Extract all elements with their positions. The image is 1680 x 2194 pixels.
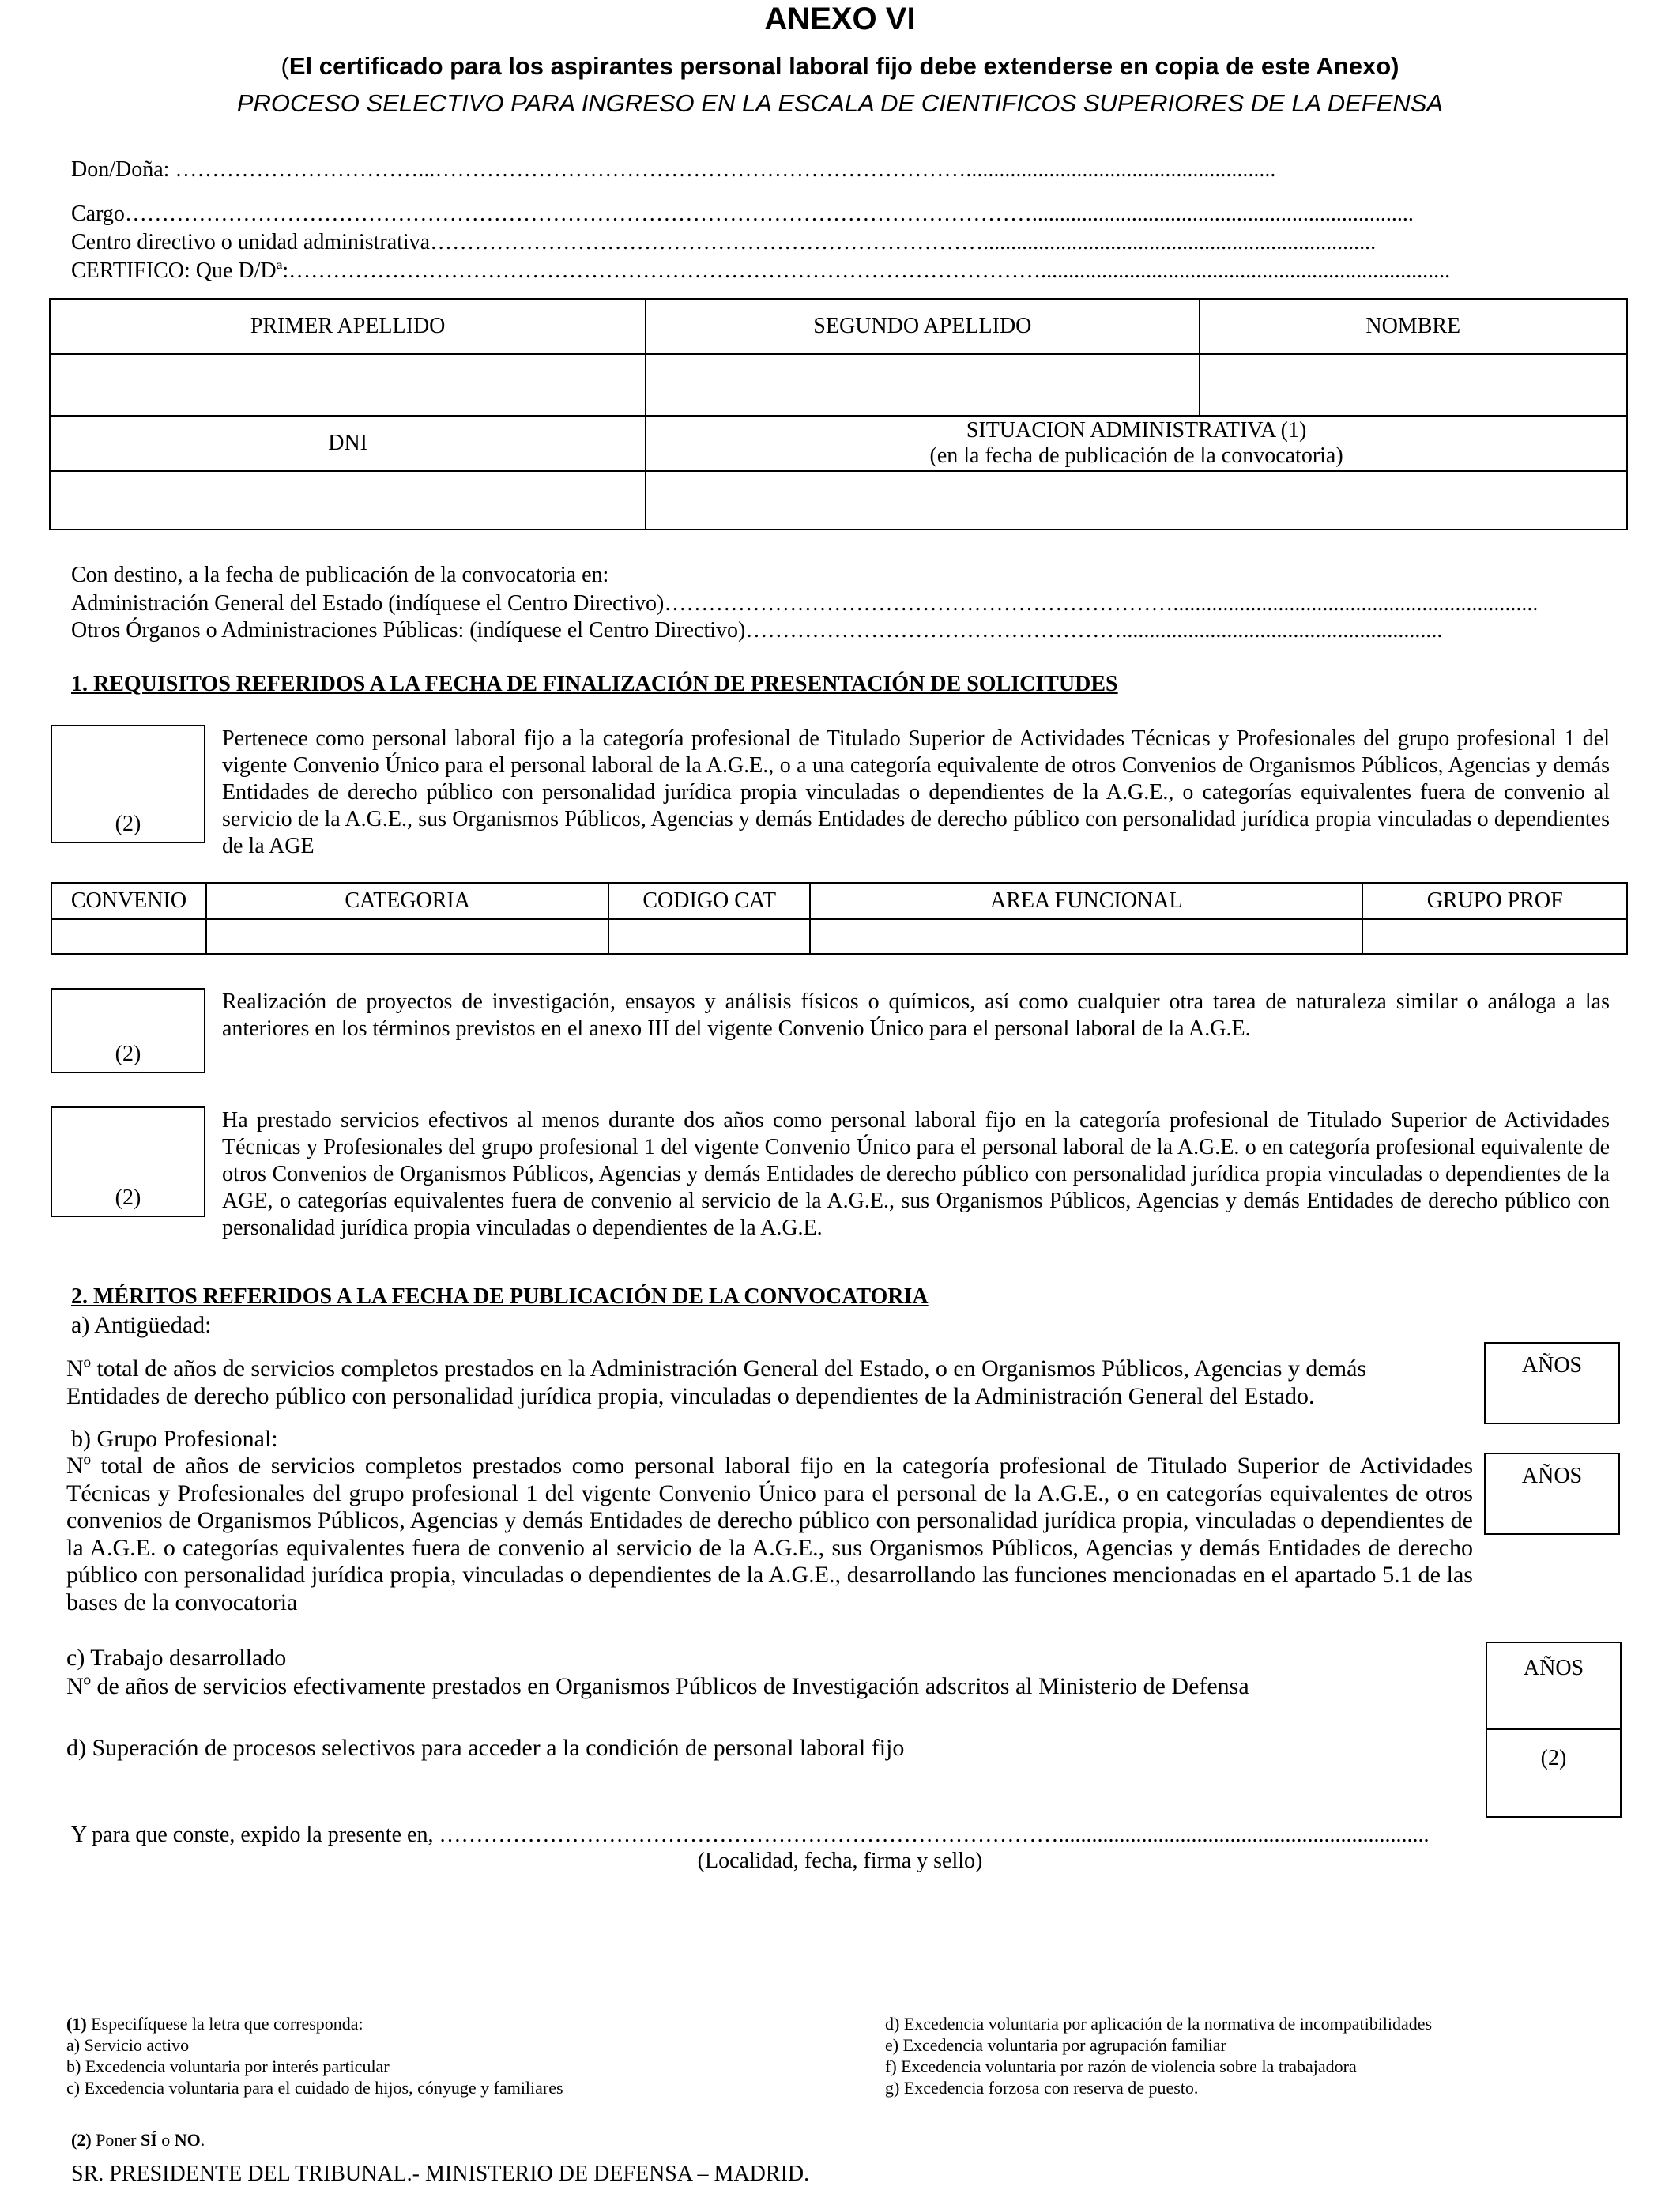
antiguedad-text: Nº total de años de servicios completos prestados en la Administración General del Estado, o en Organismos Públicos, Agencias y demás Entidades de derecho público con personalidad jurídica propia, vinculadas o dependientes de la Administración General del Estado. [66,1355,1367,1409]
footnote-1-text: Especifíquese la letra que corresponda: [86,2014,363,2034]
footnote-2-no: NO [174,2130,201,2150]
process-title: PROCESO SELECTIVO PARA INGRESO EN LA ESCALA DE CIENTIFICOS SUPERIORES DE LA DEFENSA [236,89,1444,117]
footnote-2-si: SÍ [140,2130,157,2150]
col-grupo-prof: GRUPO PROF [1362,883,1627,919]
req2-checkbox[interactable] [51,988,205,1073]
antiguedad-anos-label: AÑOS [1521,1353,1583,1378]
cargo-field[interactable]: Cargo……………………………………………………………………………………………………………..................................................................... [71,202,1414,226]
convenio-table [51,882,1628,955]
req3-checkbox[interactable] [51,1106,205,1217]
trabajo-text: Nº de años de servicios efectivamente prestados en Organismos Públicos de Investigación adscritos al Ministerio de Defensa [66,1673,1249,1699]
footnote-option-d: d) Excedencia voluntaria por aplicación de la normativa de incompatibilidades [885,2014,1433,2034]
destino-line1: Con destino, a la fecha de publicación de la convocatoria en: [71,563,609,587]
segundo-apellido-cell[interactable] [646,354,1199,416]
header-primer-apellido: PRIMER APELLIDO [50,299,646,354]
footnote-option-g: g) Excedencia forzosa con reserva de puesto. [885,2078,1199,2098]
col-categoria: CATEGORIA [206,883,608,919]
situacion-cell[interactable] [646,471,1627,530]
procesos-text: d) Superación de procesos selectivos para acceder a la condición de personal laboral fijo [66,1735,905,1761]
footnote-2-text: Poner [91,2130,141,2150]
req1-checkbox-label: (2) [115,812,141,836]
section1-heading: 1. REQUISITOS REFERIDOS A LA FECHA DE FINALIZACIÓN DE PRESENTACIÓN DE SOLICITUDES [71,672,1118,696]
footnote-2-o: o [156,2130,175,2150]
grupo-profesional-title: b) Grupo Profesional: [71,1426,278,1452]
footnote-option-f: f) Excedencia voluntaria por razón de violencia sobre la trabajadora [885,2056,1357,2076]
addressee: SR. PRESIDENTE DEL TRIBUNAL.- MINISTERIO DE DEFENSA – MADRID. [71,2162,810,2186]
header-dni: DNI [50,416,646,471]
destino-age-field[interactable]: Administración General del Estado (indíquese el Centro Directivo)…………………………………………………………….................................................................. [71,591,1539,616]
page-title: ANEXO VI [764,2,916,36]
nombre-cell[interactable] [1200,354,1628,416]
don-dona-field[interactable]: Don/Doña: ……………………………...………………………………………………………………........................................................ [71,157,1276,182]
localidad-caption: (Localidad, fecha, firma y sello) [697,1849,983,1873]
grupo-prof-cell[interactable] [1362,919,1627,954]
centro-directivo-field[interactable]: Centro directivo o unidad administrativa…………………………………………………………………....................................................................... [71,230,1377,254]
person-table [49,298,1628,530]
subtitle [0,52,1680,81]
req1-checkbox[interactable] [51,725,205,843]
col-convenio: CONVENIO [51,883,206,919]
antiguedad-anos-box[interactable] [1484,1342,1620,1424]
section2-heading: 2. MÉRITOS REFERIDOS A LA FECHA DE PUBLICACIÓN DE LA CONVOCATORIA [71,1284,929,1309]
req3-text: Ha prestado servicios efectivos al menos durante dos años como personal laboral fijo en la categoría profesional de Titulado Superior de Actividades Técnicas y Profesionales del grupo profesional 1 del vigente Convenio Único para el personal laboral de la A.G.E. o en categoría profesional equivalente de otros Convenios de Organismos Públicos, Agencias y demás Entidades de derecho público con personalidad jurídica propia vinculadas o dependientes de la AGE, o categorías equivalentes fuera de convenio al servicio de la A.G.E., sus Organismos Públicos, Agencias y demás Entidades de derecho público con personalidad jurídica propia vinculadas o dependientes de la A.G.E. [222,1108,1610,1240]
footnote-option-c: c) Excedencia voluntaria para el cuidado de hijos, cónyuge y familiares [66,2078,563,2098]
codigo-cat-cell[interactable] [608,919,810,954]
expedicion-field[interactable]: Y para que conste, expido la presente en, …………………………………………………………………………................................................................... [71,1823,1430,1847]
area-funcional-cell[interactable] [810,919,1362,954]
convenio-cell[interactable] [51,919,206,954]
grupo-profesional-anos-label: AÑOS [1521,1464,1583,1488]
categoria-cell[interactable] [206,919,608,954]
footnote-option-b: b) Excedencia voluntaria por interés particular [66,2056,390,2076]
subtitle-paren: ( [281,52,289,80]
header-situacion [646,416,1627,471]
req1-text: Pertenece como personal laboral fijo a la categoría profesional de Titulado Superior de Actividades Técnicas y Profesionales del grupo profesional 1 del vigente Convenio Único para el personal laboral de la A.G.E., o a una categoría equivalente de otros Convenios de Organismos Públicos, Agencias y demás Entidades de derecho público con personalidad jurídica propia vinculadas o dependientes de la A.G.E., o categorías equivalentes fuera de convenio al servicio de la A.G.E., sus Organismos Públicos, Agencias y demás Entidades de derecho público con personalidad jurídica propia vinculadas o dependientes de la AGE [222,726,1610,858]
footnote-2-mark: (2) [71,2130,92,2150]
trabajo-anos-box[interactable] [1486,1642,1622,1730]
footnote-2-end: . [200,2130,205,2150]
procesos-box-label: (2) [1540,1746,1567,1770]
footnote-1 [66,2013,857,2098]
footnote-1-intro [66,2013,857,2034]
situacion-line1: SITUACION ADMINISTRATIVA (1) [966,418,1307,443]
req3-checkbox-label: (2) [115,1186,141,1210]
footnote-option-e: e) Excedencia voluntaria por agrupación familiar [885,2035,1226,2055]
grupo-profesional-anos-box[interactable] [1484,1453,1620,1535]
procesos-box[interactable] [1486,1728,1622,1818]
req2-checkbox-label: (2) [115,1042,141,1066]
grupo-profesional-text: Nº total de años de servicios completos prestados como personal laboral fijo en la categoría profesional de Titulado Superior de Actividades Técnicas y Profesionales del grupo profesional 1 del vigente Convenio Único para el personal de la A.G.E., o en categorías equivalentes de otros convenios de Organismos Públicos, Agencias y demás Entidades de derecho público con personalidad jurídica propia, vinculadas o dependientes de la A.G.E. o categorías equivalentes fuera de convenio al servicio de la A.G.E., sus Organismos Públicos, Agencias y demás Entidades de derecho público con personalidad jurídica propia, vinculadas o dependientes de la A.G.E., desarrollando las funciones mencionadas en el apartado 5.1 de las bases de la convocatoria [66,1453,1473,1615]
primer-apellido-cell[interactable] [50,354,646,416]
subtitle-text: El certificado para los aspirantes personal laboral fijo debe extenderse en copia de este Anexo) [288,52,1399,80]
trabajo-title: c) Trabajo desarrollado [66,1645,287,1671]
req2-text: Realización de proyectos de investigación, ensayos y análisis físicos o químicos, así como cualquier otra tarea de naturaleza similar o análoga a las anteriores en los términos previstos en el anexo III del vigente Convenio Único para el personal laboral de la A.G.E. [222,990,1610,1041]
footnote-option-a: a) Servicio activo [66,2035,190,2055]
header-segundo-apellido: SEGUNDO APELLIDO [646,299,1199,354]
certifico-field[interactable]: CERTIFICO: Que D/Dª:………………………………………………………………………………………….......................................................................... [71,258,1451,283]
trabajo-anos-label: AÑOS [1523,1656,1584,1680]
col-codigo-cat: CODIGO CAT [608,883,810,919]
situacion-line2: (en la fecha de publicación de la convocatoria) [929,443,1343,468]
footnote-2 [71,2129,205,2151]
col-area-funcional: AREA FUNCIONAL [810,883,1362,919]
destino-otros-field[interactable]: Otros Órganos o Administraciones Públicas: (indíquese el Centro Directivo)…………………………………………….......................................................... [71,618,1443,643]
dni-cell[interactable] [50,471,646,530]
footnote-1-right [885,2013,1644,2098]
antiguedad-title: a) Antigüedad: [71,1312,212,1338]
footnote-1-mark: (1) [66,2014,87,2034]
header-nombre: NOMBRE [1200,299,1628,354]
